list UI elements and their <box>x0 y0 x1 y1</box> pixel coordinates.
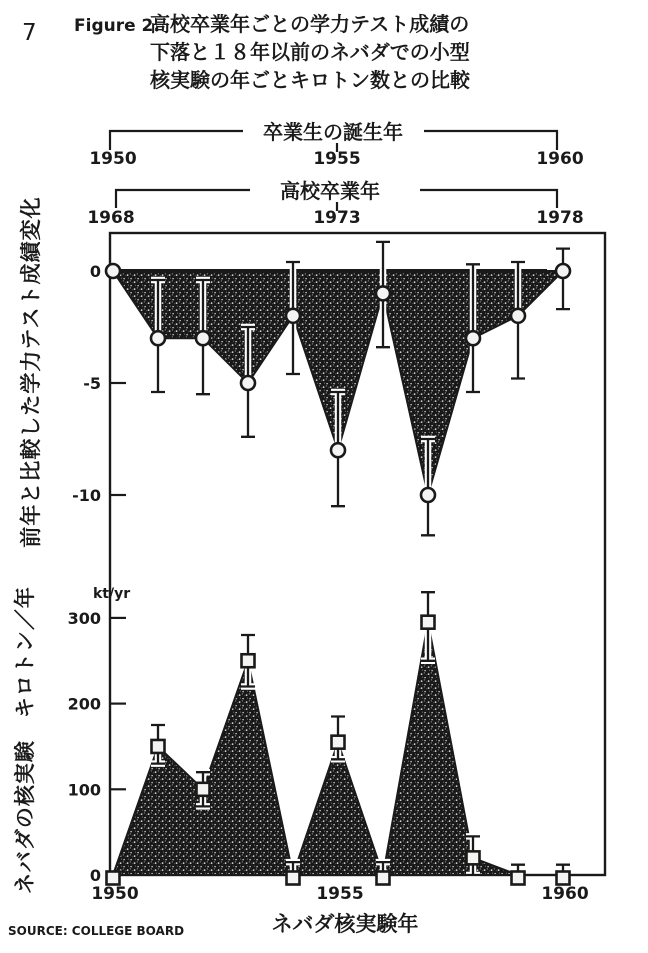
grad-year-tick-1973: 1973 <box>313 208 361 228</box>
sat-data-point <box>466 331 480 345</box>
kt-data-point <box>332 736 345 749</box>
birth-year-axis-label: 卒業生の誕生年 <box>263 120 403 144</box>
grad-year-tick-1978: 1978 <box>536 208 584 228</box>
sat-change-chart <box>72 242 570 535</box>
kt-data-point <box>197 783 210 796</box>
sat-y-axis-title: 前年と比較した学力テスト成績変化 <box>19 196 43 548</box>
sat-data-point <box>241 376 255 390</box>
kt-ytick-label: 200 <box>67 694 101 714</box>
sat-data-point <box>196 331 210 345</box>
sat-data-point <box>151 331 165 345</box>
sat-ytick-label: 0 <box>89 262 101 281</box>
kt-ytick-label: 300 <box>67 608 101 628</box>
kt-ytick-label: 100 <box>67 780 101 800</box>
sat-data-point <box>106 264 120 278</box>
sat-data-point <box>331 443 345 457</box>
kt-ytick-label: 0 <box>89 866 101 885</box>
sat-data-point <box>286 309 300 323</box>
sat-data-point <box>421 488 435 502</box>
sat-ytick-label: -5 <box>83 374 101 393</box>
kt-xtick-label: 1955 <box>316 884 364 904</box>
kt-data-point <box>422 616 435 629</box>
page-number: 7 <box>22 20 37 46</box>
kt-data-point <box>107 872 120 885</box>
kt-data-point <box>512 872 525 885</box>
figure-title-line-3: 核実験の年ごとキロトン数との比較 <box>150 68 470 92</box>
sat-ytick-label: -10 <box>72 486 101 505</box>
kt-unit-label: kt/yr <box>93 586 131 602</box>
kt-xtick-label: 1960 <box>541 884 589 904</box>
sat-data-point <box>556 264 570 278</box>
kt-data-point <box>152 740 165 753</box>
kt-data-point <box>467 851 480 864</box>
kt-y-axis-title: ネバダの核実験 キロトン／年 <box>13 586 37 894</box>
x-axis-title: ネバダ核実験年 <box>271 912 419 936</box>
grad-year-tick-1968: 1968 <box>87 208 135 228</box>
sat-data-point <box>376 286 390 300</box>
birth-year-tick-1955: 1955 <box>313 149 361 169</box>
figure-title-line-2: 下落と１８年以前のネバダでの小型 <box>150 40 470 64</box>
birth-year-tick-1960: 1960 <box>536 149 584 169</box>
birth-year-tick-1950: 1950 <box>89 149 137 169</box>
grad-year-axis-label: 高校卒業年 <box>280 179 380 203</box>
kt-xtick-label: 1950 <box>91 884 139 904</box>
figure-label: Figure 2. <box>74 16 160 36</box>
source-credit: SOURCE: COLLEGE BOARD <box>8 924 185 938</box>
kt-data-point <box>557 872 570 885</box>
kt-data-point <box>242 654 255 667</box>
sat-data-point <box>511 309 525 323</box>
nevada-kiloton-chart <box>68 592 589 904</box>
figure-title-line-1: 高校卒業年ごとの学力テスト成績の <box>150 12 470 36</box>
kt-data-point <box>287 872 300 885</box>
kt-data-point <box>377 872 390 885</box>
